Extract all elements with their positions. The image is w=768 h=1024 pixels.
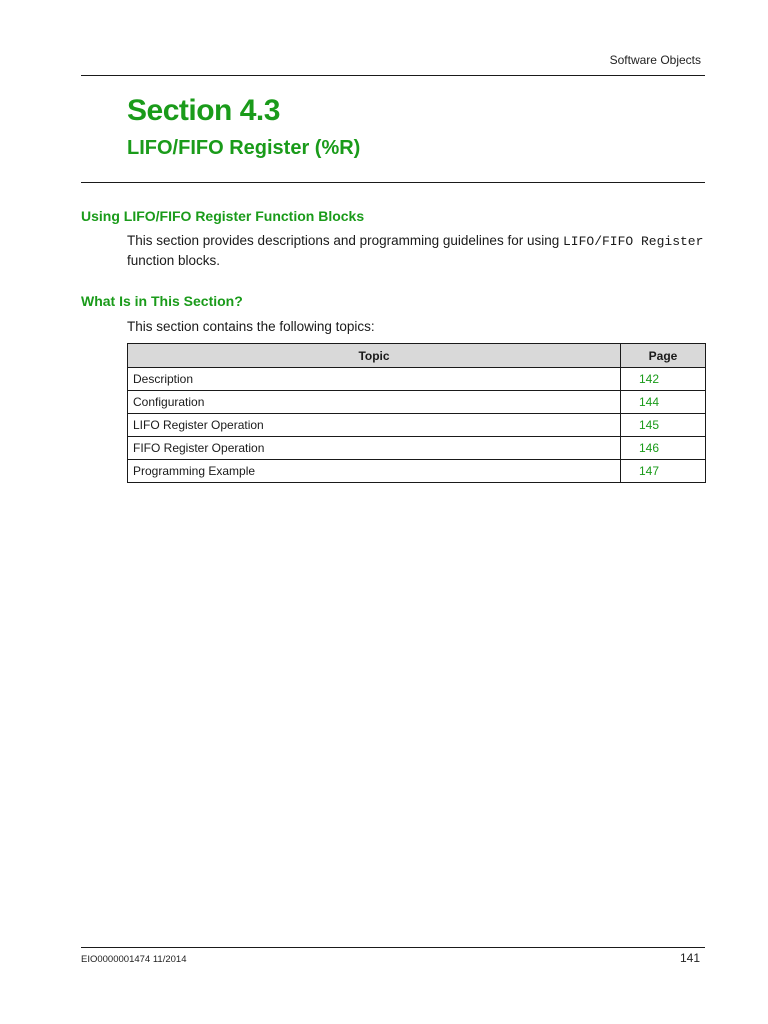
section-rule	[81, 182, 705, 183]
column-header-topic: Topic	[128, 344, 621, 368]
running-header: Software Objects	[609, 53, 701, 67]
header-rule	[81, 75, 705, 76]
topics-table	[127, 343, 706, 483]
page-link[interactable]: 145	[621, 414, 706, 437]
table-row	[128, 368, 706, 391]
footer-rule	[81, 947, 705, 948]
topics-intro: This section contains the following topics:	[127, 319, 375, 334]
page-link[interactable]: 142	[621, 368, 706, 391]
topic-cell: Configuration	[128, 391, 621, 414]
subheading-whats-in-section: What Is in This Section?	[81, 293, 243, 309]
topic-cell: FIFO Register Operation	[128, 437, 621, 460]
table-row	[128, 460, 706, 483]
page-link[interactable]: 147	[621, 460, 706, 483]
section-title: LIFO/FIFO Register (%R)	[127, 137, 361, 159]
topic-cell: LIFO Register Operation	[128, 414, 621, 437]
table-header-row	[128, 344, 706, 368]
subheading-using-blocks: Using LIFO/FIFO Register Function Blocks	[81, 208, 365, 224]
topic-cell: Programming Example	[128, 460, 621, 483]
intro-paragraph	[127, 231, 707, 270]
page-link[interactable]: 144	[621, 391, 706, 414]
intro-text-after: function blocks.	[127, 253, 221, 268]
table-row	[128, 391, 706, 414]
topic-cell: Description	[128, 368, 621, 391]
footer-page-number: 141	[679, 951, 700, 965]
table-row	[128, 437, 706, 460]
page-link[interactable]: 146	[621, 437, 706, 460]
intro-text-before: This section provides descriptions and programming guidelines for using	[127, 233, 563, 248]
footer-doc-id: EIO0000001474 11/2014	[81, 954, 187, 965]
table-row	[128, 414, 706, 437]
section-number: Section 4.3	[127, 94, 280, 127]
intro-code: LIFO/FIFO Register	[562, 234, 704, 249]
column-header-page: Page	[621, 344, 706, 368]
